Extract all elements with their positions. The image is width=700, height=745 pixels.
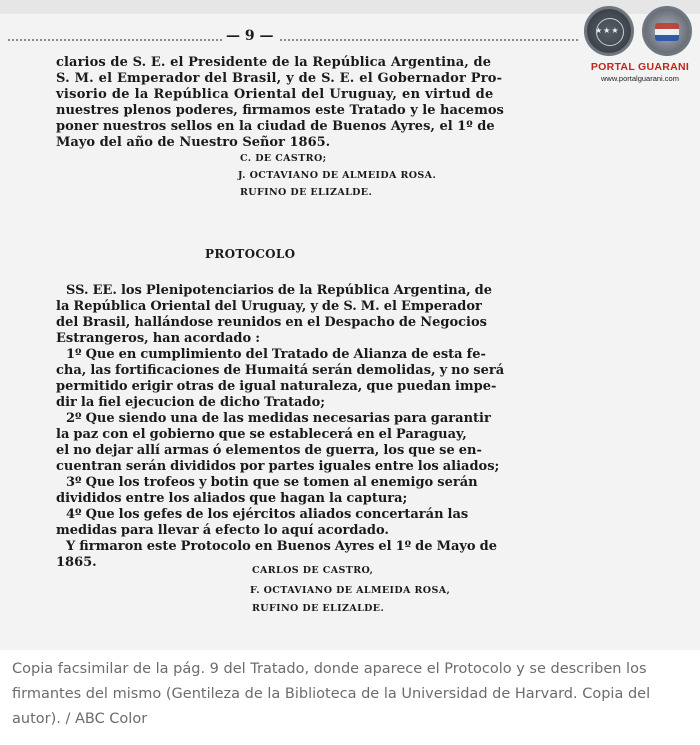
text-line: el no dejar allí armas ó elementos de guerra, los que se en- bbox=[56, 443, 482, 458]
text-line: divididos entre los aliados que hagan la captura; bbox=[56, 491, 408, 506]
text-line: dir la fiel ejecucion de dicho Tratado; bbox=[56, 395, 326, 410]
text-line: 4º Que los gefes de los ejércitos aliados concertarán las bbox=[66, 507, 469, 522]
page-number: — 9 — bbox=[222, 28, 278, 44]
signature-rufino: RUFINO DE ELIZALDE. bbox=[252, 603, 385, 614]
text-line: cha, las fortificaciones de Humaitá serán demolidas, y no será bbox=[56, 363, 505, 378]
text-line: 3º Que los trofeos y botin que se tomen al enemigo serán bbox=[66, 475, 478, 490]
text-line: cuentran serán divididos por partes iguales entre los aliados; bbox=[56, 459, 500, 474]
text-line: la paz con el gobierno que se establecerá en el Paraguay, bbox=[56, 427, 467, 442]
text-line: visorio de la República Oriental del Uruguay, en virtud de bbox=[56, 87, 494, 102]
text-line: permitido erigir otras de igual naturaleza, que puedan impe- bbox=[56, 379, 497, 394]
header-rule bbox=[8, 39, 578, 41]
text-line: la República Oriental del Uruguay, y de S. M. el Emperador bbox=[56, 299, 482, 314]
text-line: SS. EE. los Plenipotenciarios de la República Argentina, de bbox=[66, 283, 493, 298]
signature-carlos-de-castro: CARLOS DE CASTRO, bbox=[252, 565, 374, 576]
text-line: medidas para llevar á efecto lo aquí acordado. bbox=[56, 523, 389, 538]
text-line: 1865. bbox=[56, 555, 97, 570]
text-line: 2º Que siendo una de las medidas necesarias para garantir bbox=[66, 411, 491, 426]
text-line: Y firmaron este Protocolo en Buenos Ayres el 1º de Mayo de bbox=[66, 539, 497, 554]
signature-elizalde: RUFINO DE ELIZALDE. bbox=[240, 187, 373, 198]
text-line: nuestres plenos poderes, firmamos este Tratado y le hacemos bbox=[56, 103, 504, 118]
signature-almeida-rosa: J. OCTAVIANO DE ALMEIDA ROSA. bbox=[238, 170, 437, 181]
text-line: Estrangeros, han acordado : bbox=[56, 331, 261, 346]
treaty-closing-paragraph bbox=[56, 55, 504, 151]
protocol-heading: PROTOCOLO bbox=[205, 247, 296, 261]
text-line: del Brasil, hallándose reunidos en el Despacho de Negocios bbox=[56, 315, 487, 330]
signature-castro: C. DE CASTRO; bbox=[240, 153, 327, 164]
brand-url[interactable]: www.portalguarani.com bbox=[601, 74, 679, 83]
brand-name: PORTAL GUARANI bbox=[590, 61, 690, 73]
flag-seal-icon bbox=[642, 6, 692, 56]
text-line: poner nuestros sellos en la ciudad de Buenos Ayres, el 1º de bbox=[56, 119, 495, 134]
text-line: 1º Que en cumplimiento del Tratado de Alianza de esta fe- bbox=[66, 347, 486, 362]
signature-f-octaviano: F. OCTAVIANO DE ALMEIDA ROSA, bbox=[250, 585, 451, 596]
text-line: S. M. el Emperador del Brasil, y de S. E. el Gobernador Pro- bbox=[56, 71, 503, 86]
seal-emblem-icon bbox=[584, 6, 634, 56]
image-caption: Copia facsimilar de la pág. 9 del Tratado, donde aparece el Protocolo y se describen los firmantes del mismo (Gentileza de la Biblioteca de la Universidad de Harvard. Copia del autor). / ABC Color bbox=[12, 661, 651, 727]
portal-guarani-logo[interactable] bbox=[582, 6, 698, 86]
text-line: Mayo del año de Nuestro Señor 1865. bbox=[56, 135, 331, 150]
protocol-body bbox=[56, 283, 505, 571]
stars-icon: ★★★ bbox=[595, 26, 620, 35]
text-line: clarios de S. E. el Presidente de la República Argentina, de bbox=[56, 55, 492, 70]
